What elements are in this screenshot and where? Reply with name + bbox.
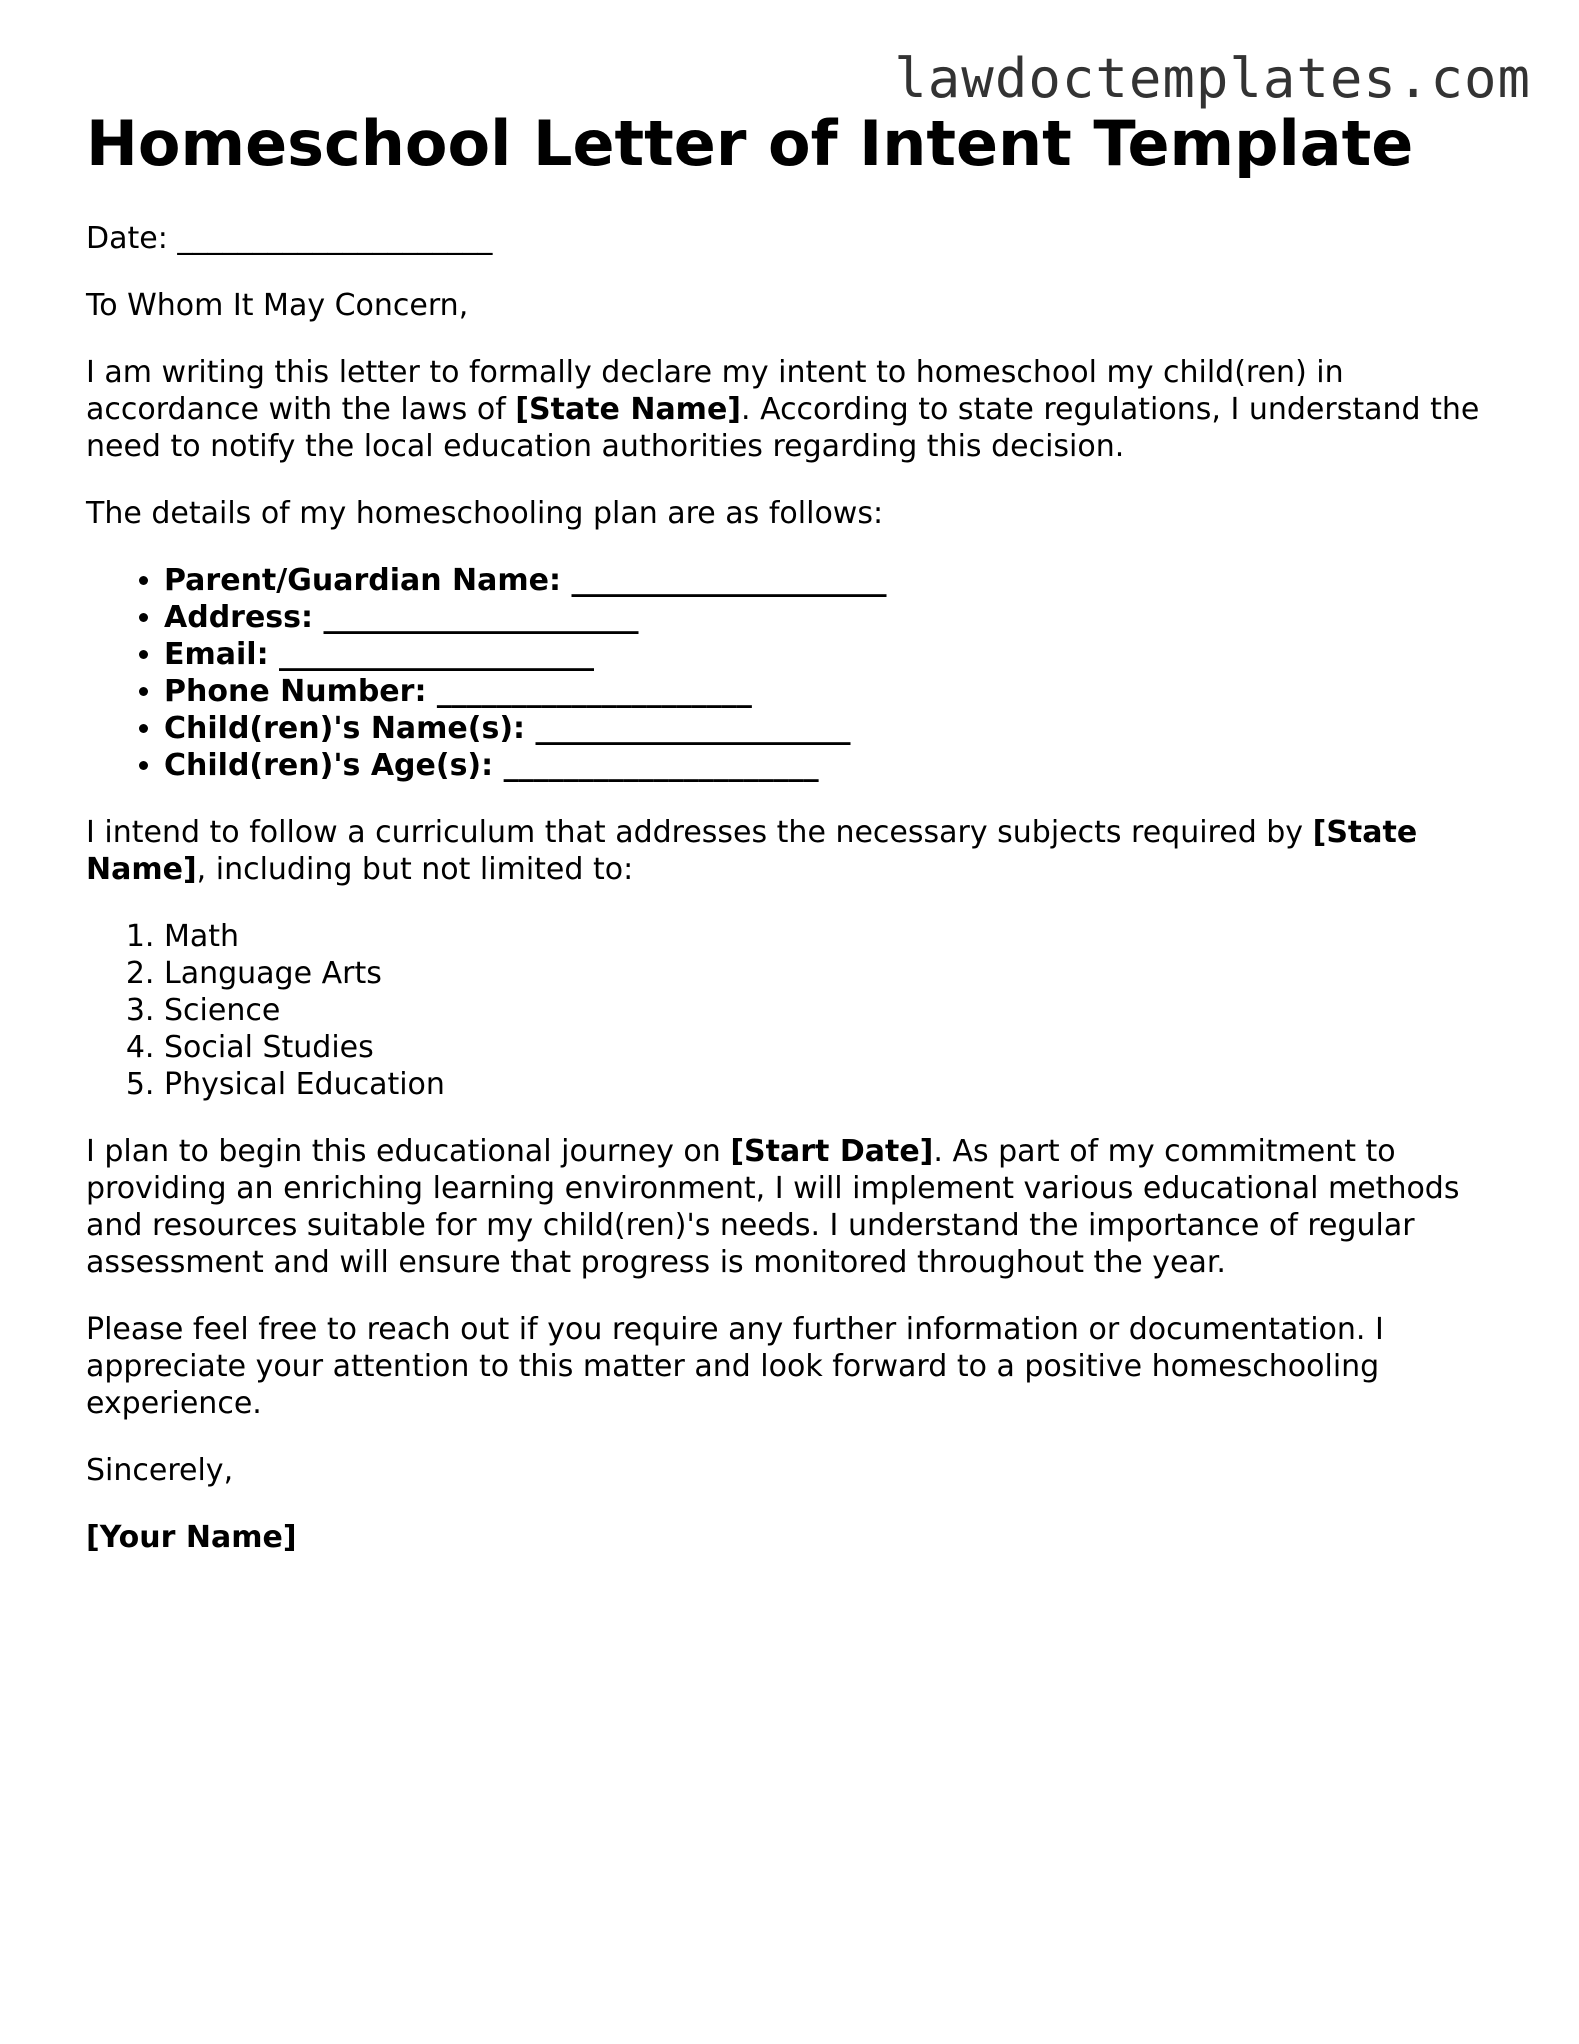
detail-blank: _____________________ [503,748,819,784]
date-line: Date: _____________________ [86,221,493,257]
start-text-before: I plan to begin this educational journey on [86,1134,731,1170]
detail-blank: _____________________ [571,563,887,599]
list-item [164,747,1496,784]
letter-document [86,107,1496,1586]
curriculum-text-after: , including but not limited to: [196,852,634,888]
list-item: 3. Science [164,992,1496,1029]
detail-blank: _____________________ [535,711,851,747]
intro-paragraph [86,354,1496,465]
detail-blank: _____________________ [279,637,595,673]
list-item [164,673,1496,710]
intro-text-before: I am writing this letter to formally declare my intent to homeschool my child(ren) in accordance with the laws of [86,355,1344,428]
list-item [164,562,1496,599]
list-item: 1. Math [164,918,1496,955]
state-name-placeholder: [State Name] [515,392,741,428]
list-item: 2. Language Arts [164,955,1496,992]
curriculum-paragraph [86,814,1496,888]
state-name-placeholder: [State Name] [86,815,1418,888]
detail-label: Child(ren)'s Age(s): [164,748,494,784]
start-paragraph [86,1133,1496,1281]
details-intro: The details of my homeschooling plan are as follows: [86,496,884,532]
detail-label: Child(ren)'s Name(s): [164,711,526,747]
closing: Sincerely, [86,1453,234,1489]
start-date-placeholder: [Start Date] [730,1134,934,1170]
detail-label: Email: [164,637,269,673]
detail-blank: _____________________ [436,674,752,710]
list-item [164,636,1496,673]
watermark: lawdoctemplates.com [894,47,1531,110]
contact-paragraph: Please feel free to reach out if you require any further information or documentation. I appreciate your attention to this matter and look forward to a positive homeschooling experience. [86,1312,1384,1422]
detail-label: Address: [164,600,314,636]
signature-placeholder: [Your Name] [86,1520,297,1556]
curriculum-text-before: I intend to follow a curriculum that addresses the necessary subjects required by [86,815,1313,851]
intro-text-after: . According to state regulations, I understand the need to notify the local education authorities regarding this decision. [86,392,1480,465]
detail-label: Parent/Guardian Name: [164,563,562,599]
detail-blank: _____________________ [323,600,639,636]
details-list [86,562,1496,784]
start-text-after: . As part of my commitment to providing an enriching learning environment, I will implement various educational methods and resources suitable for my child(ren)'s needs. I understand the importance of regular assessment and will ensure that progress is monitored throughout the year. [86,1134,1460,1281]
list-item: 4. Social Studies [164,1029,1496,1066]
detail-label: Phone Number: [164,674,427,710]
list-item [164,710,1496,747]
page-title: Homeschool Letter of Intent Template [86,107,1414,180]
list-item: 5. Physical Education [164,1066,1496,1103]
salutation: To Whom It May Concern, [86,288,469,324]
list-item [164,599,1496,636]
subjects-list [86,918,1496,1103]
